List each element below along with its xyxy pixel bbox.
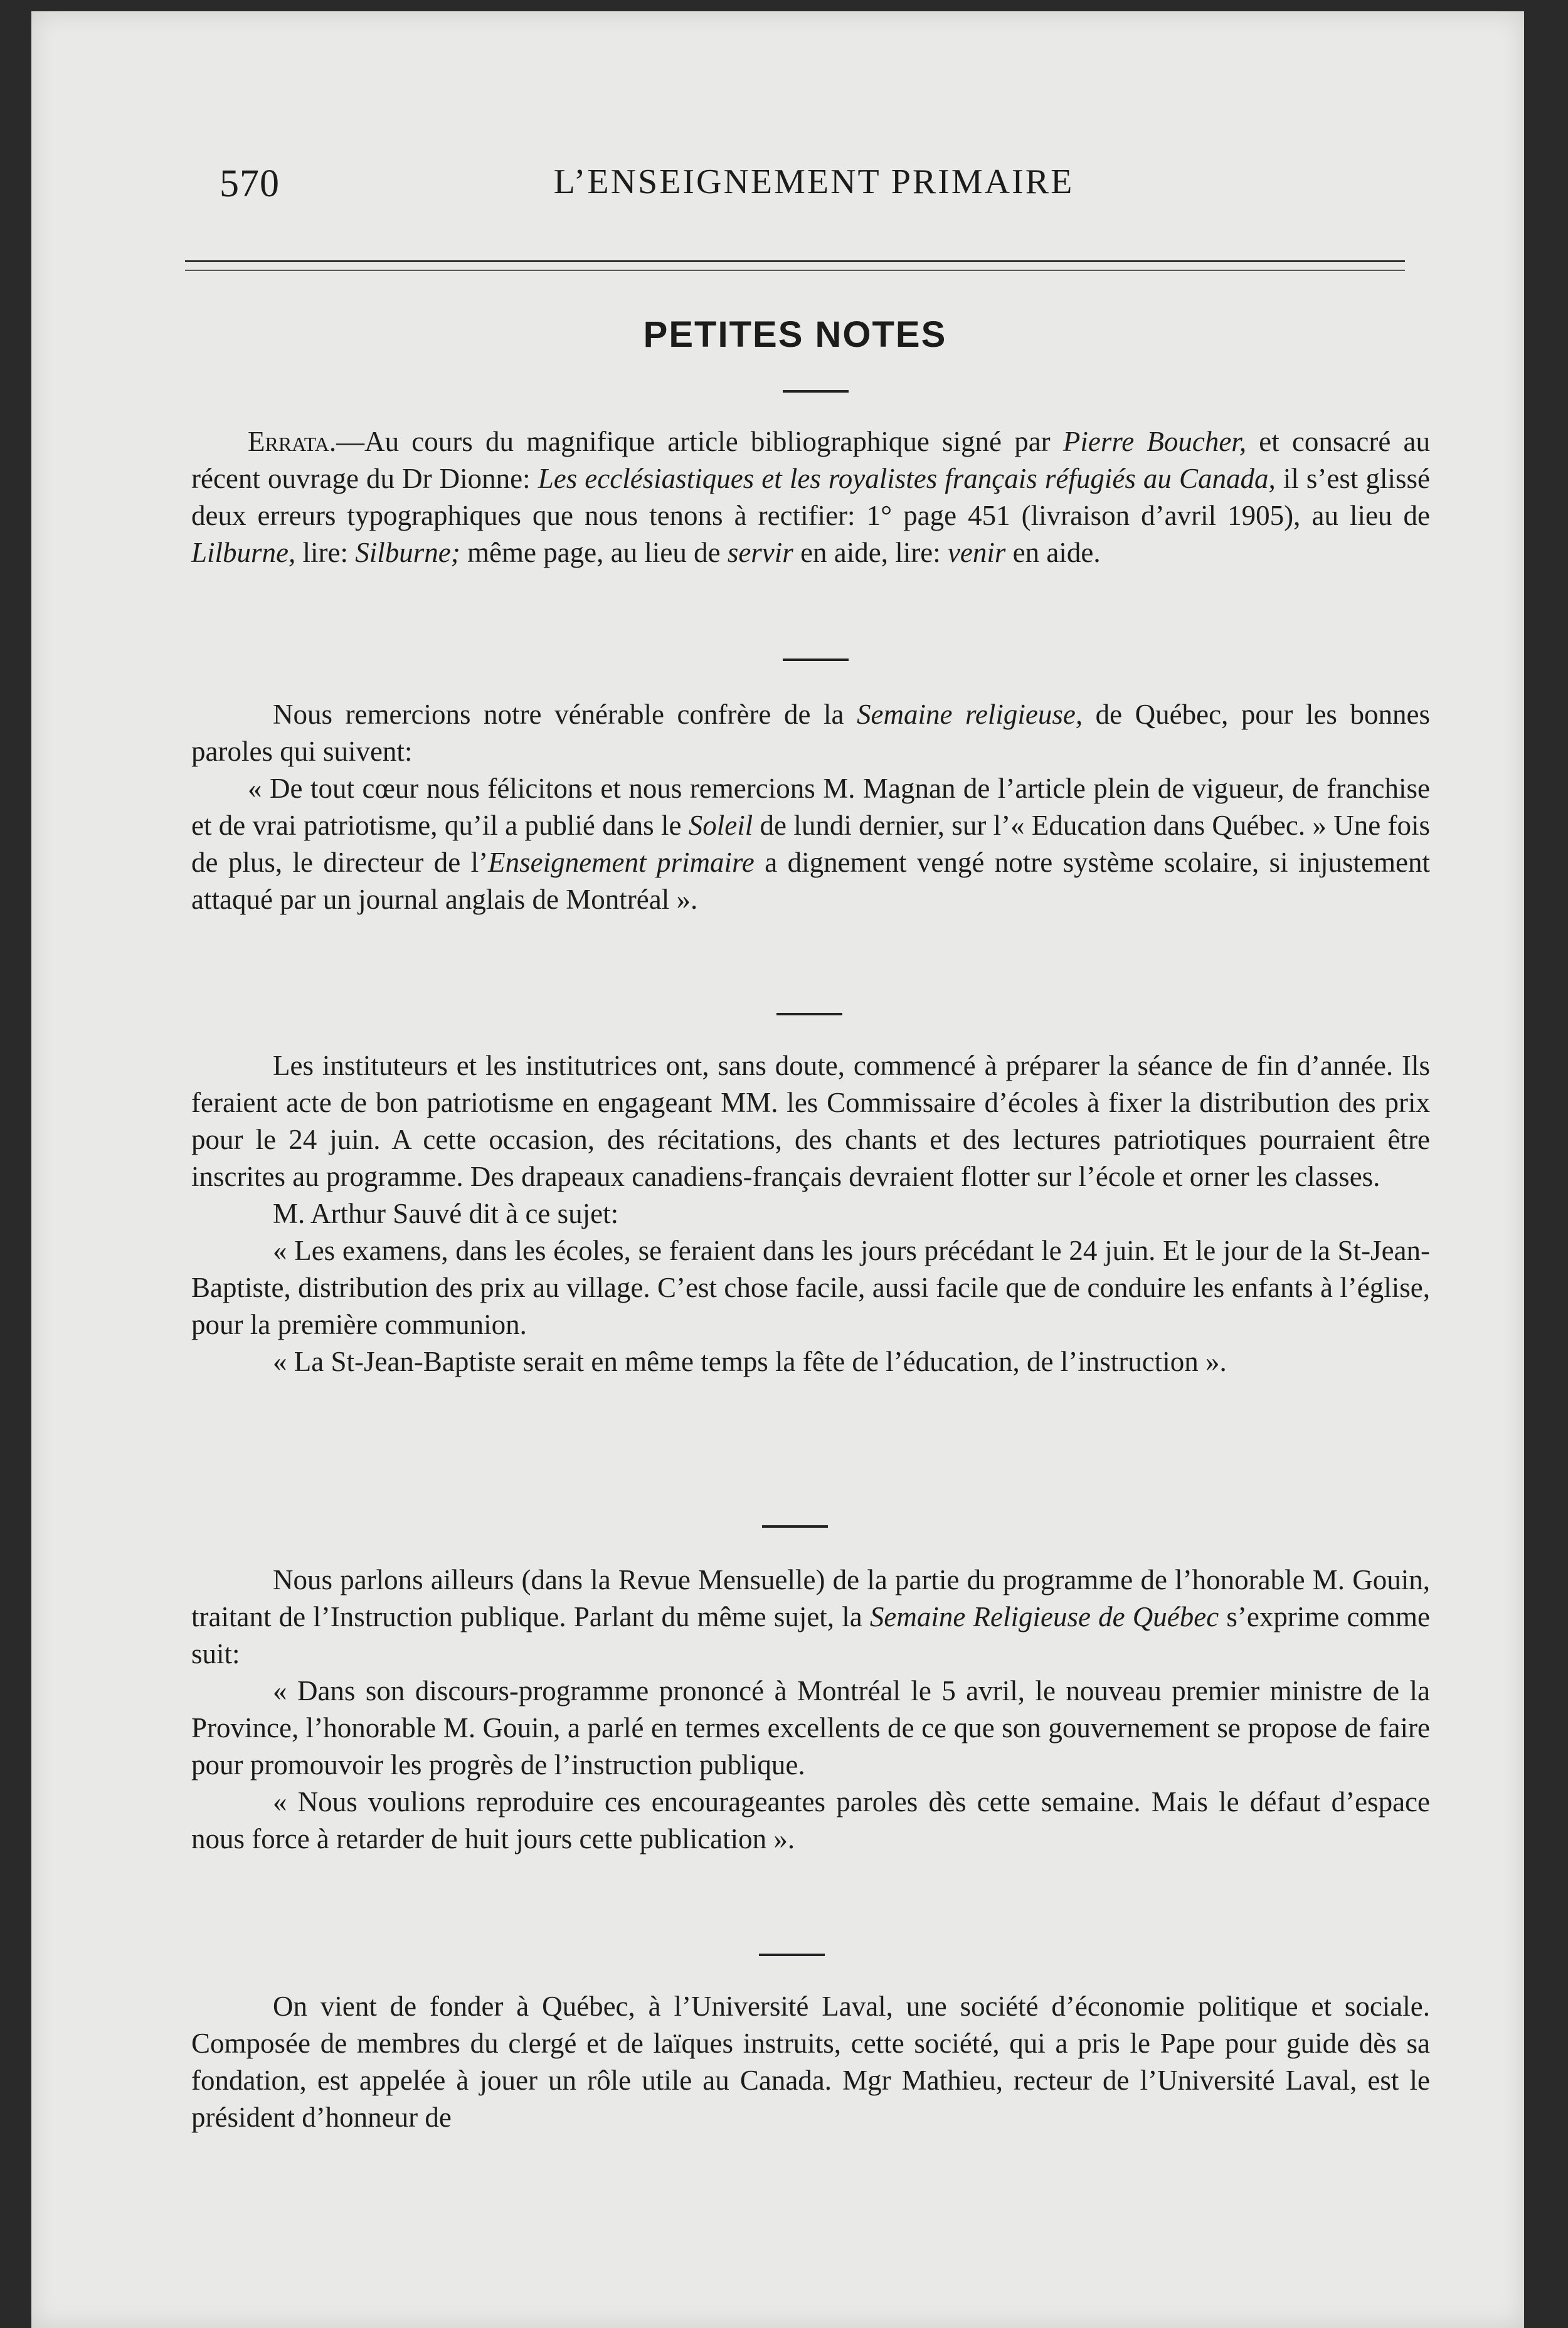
note-text: de Québec, pour les bonnes paroles qui suivent: [191,699,1430,767]
note-text: Nous remercions notre vénérable confrère de la [273,699,857,730]
quote-paragraph: « Les examens, dans les écoles, se feraient dans les jours précédant le 24 juin. Et le jour de la St-Jean-Baptiste, distribution des prix au village. C’est chose facile, aussi facile que de conduire les enfants à l’église, pour la première communion. [191,1235,1430,1340]
errata-wrong-word: Lilburne, [191,537,296,568]
note-paragraph: On vient de fonder à Québec, à l’Université Laval, une société d’économie politique et sociale. Composée de membres du clergé et de laïques instruits, cette société, qui a pris le Pape pour guide dès sa fondation, est appelée à jouer un rôle utile au Canada. Mgr Mathieu, recteur de l’Université Laval, est le président d’honneur de [191,1991,1430,2133]
errata-text: —Au cours du magnifique article bibliographique signé par [336,426,1063,457]
errata-book-title: Les ecclésiastiques et les royalistes français réfugiés au Canada, [538,463,1276,494]
note-text: Nous parlons ailleurs (dans la Revue Mensuelle) de la partie du programme de l’honorable M. Gouin, traitant de l’Instruction publique. Parlant du même sujet, la [191,1564,1430,1632]
errata-text: en aide. [1005,537,1101,568]
note-text: s’exprime comme suit: [191,1601,1430,1669]
note-gouin [191,1562,1430,1858]
errata-note [191,423,1430,571]
errata-text: il s’est glissé deux erreurs typographiques que nous tenons à rectifier: 1° page 451 (livraison d’avril 1905), au lieu de [191,463,1430,531]
errata-text: même page, au lieu de [460,537,728,568]
note-paragraph: Les instituteurs et les institutrices ont, sans doute, commencé à préparer la séance de fin d’année. Ils feraient acte de bon patriotisme en engageant MM. les Commissaire d’écoles à fixer la distribution des prix pour le 24 juin. A cette occasion, des récitations, des chants et des lectures patriotiques pourraient être inscrites au programme. Des drapeaux canadiens-français devraient flotter sur l’école et orner les classes. [191,1050,1430,1192]
note-paragraph: M. Arthur Sauvé dit à ce sujet: [273,1198,619,1229]
errata-paragraph [191,423,1430,571]
note-separator [783,659,849,661]
errata-text: lire: [295,537,356,568]
quote-text: de lundi dernier, sur l’« Education dans Québec. » Une fois de plus, le directeur de l’ [191,810,1430,878]
title-separator [783,390,849,393]
page-number: 570 [220,162,280,205]
errata-text: en aide, lire: [793,537,948,568]
header-rule-secondary [185,270,1405,271]
errata-correct-word: venir [947,537,1006,568]
note-societe-economie [191,1988,1430,2136]
journal-title: Semaine Religieuse de Québec [869,1601,1219,1632]
note-fete-educations [191,1047,1430,1380]
errata-text: et consacré au récent ouvrage du Dr Dionne: [191,426,1431,494]
errata-label: Errata. [248,426,337,457]
errata-correct-word: Silburne; [355,537,460,568]
quote-paragraph: « Nous voulions reproduire ces encourageantes paroles dès cette semaine. Mais le défaut d’espace nous force à retarder de huit jours cette publication ». [191,1786,1430,1854]
quote-paragraph: « Dans son discours-programme prononcé à Montréal le 5 avril, le nouveau premier ministre de la Province, l’honorable M. Gouin, a parlé en termes excellents de ce que son gouvernement se propose de faire pour promouvoir les progrès de l’instruction publique. [191,1675,1430,1780]
note-paragraph [191,1562,1430,1673]
note-separator [776,1013,842,1015]
errata-wrong-word: servir [727,537,793,568]
journal-title: Soleil [688,810,753,841]
running-title: L’ENSEIGNEMENT PRIMAIRE [553,162,1074,201]
quote-text: a dignement vengé notre système scolaire, si injustement attaqué par un journal anglais de Montréal ». [191,847,1430,915]
section-title: PETITES NOTES [643,314,947,355]
journal-title: Enseignement primaire [488,847,755,878]
page-header [185,162,1443,212]
quote-paragraph: « La St-Jean-Baptiste serait en même temps la fête de l’éducation, de l’instruction ». [273,1346,1227,1377]
note-paragraph [191,696,1430,770]
quote-text: « De tout cœur nous félicitons et nous remercions M. Magnan de l’article plein de vigueur, de franchise et de vrai patriotisme, qu’il a publié dans le [191,773,1430,841]
header-rule [185,260,1405,262]
note-separator [759,1954,825,1956]
journal-title: Semaine religieuse, [857,699,1083,730]
quote-paragraph [191,770,1430,918]
errata-author: Pierre Boucher, [1062,426,1247,457]
note-semaine-religieuse [191,696,1430,918]
note-separator [762,1525,828,1528]
